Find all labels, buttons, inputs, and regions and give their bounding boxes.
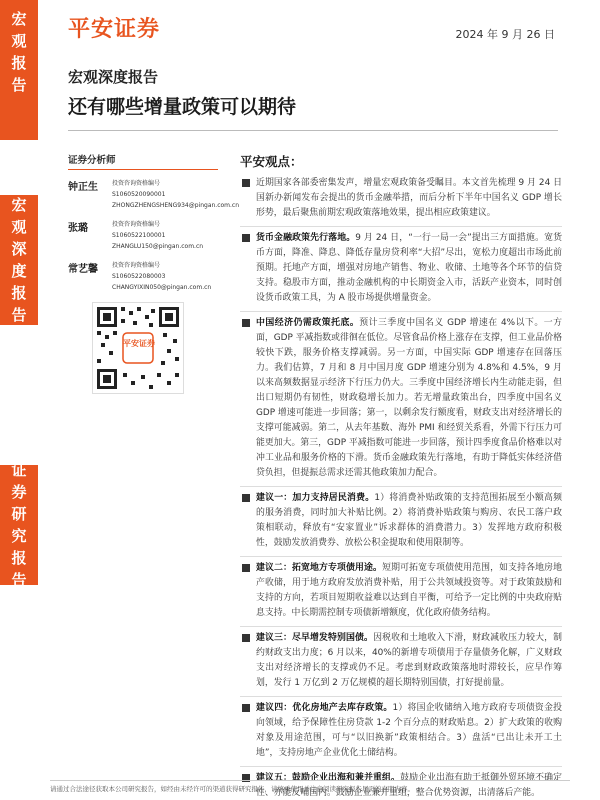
key-point-text: 短期可拓宽专项债使用范围，如支持各地房地产收储，用于地方政府发放消费补贴，用于公共领域投资等。对于政策鼓励和支持的方向，若项目短期收益难以达到自平衡，可给予一定比例的中央政府贴息支持。中长期需控制专项债新增额度，优化政府债务结构。 [256, 563, 563, 618]
key-point-text: 预计三季度中国名义 GDP 增速在 4%以下。一方面，GDP 平减指数或徘徊在低位。尽管食品价格上涨存在支撑，但工业品价格较快下跌，服务价格支撑减弱。另一方面，中国实际 GDP 增速存在回落压力。我们估算，7 月和 8 月中国月度 GDP 增速分别为 4.8%和 4.5%，9 月以来高频数据显示经济下行压力仍大。三季度中国经济增长内生动能走弱，但出口短期仍有韧性，财政稳增长加力。若无增量政策出台，四季度中国名义 GDP 增速可能进一步回落；第一，以剩余发行额度看，财政支出对经济增长的支撑可能减弱。第二，从去年基数、海外 PMI 和经贸关系看，外需下行压力可能更加大。第三，GDP 平减指数可能进一步回落，预计四季度食品价格难以对冲工业品和服务价格的下滑。货币金融政策先行落地，有助于降低实体经济借贷负担，但提振总需求还需其他政策加力配合。 [256, 318, 562, 478]
sidebar [0, 0, 38, 800]
key-point-lead: 建议四：优化房地产去库存政策。 [256, 703, 393, 713]
key-points [240, 152, 562, 800]
sidebar-char: 券 [11, 483, 27, 501]
square-bullet-icon [242, 634, 250, 642]
page-title: 还有哪些增量政策可以期待 [68, 96, 297, 118]
sidebar-char: 告 [11, 306, 27, 324]
sidebar-char: 报 [11, 54, 27, 72]
sidebar-char: 证 [11, 461, 27, 479]
square-bullet-icon [242, 234, 250, 242]
key-point [240, 557, 562, 627]
square-bullet-icon [242, 704, 250, 712]
key-points-heading: 平安观点： [240, 154, 303, 169]
analyst-name: 张璐 [68, 223, 88, 234]
sidebar-char: 报 [11, 284, 27, 302]
square-bullet-icon [242, 564, 250, 572]
key-point-lead: 中国经济仍需政策托底。 [256, 318, 360, 328]
analyst-cert-number: S1060522080003 [112, 273, 166, 280]
analyst-cert-number: S1060522100001 [112, 232, 166, 239]
key-point [240, 172, 562, 227]
key-point-text: 9 月 24 日，“一行一局一会”提出三方面措施。宽货币方面，降准、降息、降低存量房贷利率“大招”尽出，宽松力度超出市场此前预期。托地产方面，增强对房地产销售、物业、收储、土地等各个环节的信贷支持。稳股市方面，推动金融机构的中长期资金入市，活跃产业资本，同时创设货币政策工具，为 A 股市场提供增量资金。 [256, 233, 562, 303]
analyst-cert-label: 投资咨询资格编号 [112, 262, 161, 269]
analysts-heading: 证券分析师 [68, 152, 218, 170]
sidebar-char: 告 [11, 76, 27, 94]
analyst-cert-number: S1060520090001 [112, 191, 166, 198]
analyst-email[interactable]: CHANGYIXIN050@pingan.com.cn [112, 284, 212, 291]
analysts-panel [68, 152, 240, 293]
analyst-entry [68, 178, 240, 211]
sidebar-char: 宏 [11, 10, 27, 28]
sidebar-tag-macro-report [0, 0, 38, 140]
square-bullet-icon [242, 494, 250, 502]
sidebar-tag-research-report [0, 461, 38, 589]
sidebar-char: 研 [11, 505, 27, 523]
key-point-text: 1）将国企收储纳入地方政府专项债资金投向领域，给予保障性住房贷款 1-2 个百分点的财政贴息。2）扩大政策的收购对象及用途范围，可与“以旧换新”政策相结合。3）盘活“已出让未开工土地”，支持房地产企业优化土储结构。 [256, 703, 562, 758]
analyst-email[interactable]: ZHONGZHENGSHENG934@pingan.com.cn [112, 202, 240, 209]
analyst-entry [68, 219, 228, 252]
square-bullet-icon [242, 179, 250, 187]
key-point [240, 227, 562, 312]
title-divider [68, 130, 558, 131]
square-bullet-icon [242, 319, 250, 327]
key-point-lead: 建议一：加力支持居民消费。 [256, 493, 375, 503]
report-type: 宏观深度报告 [68, 68, 159, 86]
key-point-lead: 建议二：拓宽地方专项债用途。 [256, 563, 383, 573]
sidebar-char: 究 [11, 527, 27, 545]
qr-center-logo: 平安证券 [123, 339, 155, 348]
key-point [240, 487, 562, 557]
key-point-lead: 建议三：尽早增发特别国债。 [256, 633, 374, 643]
key-point [240, 312, 562, 487]
sidebar-char: 宏 [11, 196, 27, 214]
key-point [240, 697, 562, 767]
report-date: 2024 年 9 月 26 日 [455, 28, 555, 41]
analyst-name: 钟正生 [68, 182, 98, 193]
key-point-text: 1）将消费补贴政策的支持范围拓展至小额高频的服务消费，同时加大补贴比例。2）将消费补贴政策与购房、农民工落户政策相联动，释放有“安家置业”诉求群体的消费潜力。3）发挥地方政府积极性，鼓励发放消费券、放松公积金提取和使用限制等。 [256, 493, 562, 548]
sidebar-char: 度 [11, 262, 27, 280]
qr-code[interactable] [92, 302, 184, 394]
sidebar-char: 观 [11, 218, 27, 236]
sidebar-char: 深 [11, 240, 27, 258]
key-point-text: 鼓励企业出海有助于抵御外贸环境不确定性、亦能反哺国内。鼓励企业兼并重组，整合优势资源，出清落后产能。 [256, 773, 563, 798]
sidebar-char: 告 [11, 571, 27, 589]
sidebar-char: 观 [11, 32, 27, 50]
analyst-cert-label: 投资咨询资格编号 [112, 221, 161, 228]
analyst-entry [68, 260, 228, 293]
sidebar-tag-macro-deep-report [0, 195, 38, 325]
key-point-lead: 货币金融政策先行落地。 [256, 233, 356, 243]
key-point [240, 627, 562, 697]
key-point-lead: 建议五：鼓励企业出海和兼并重组。 [256, 773, 401, 783]
analyst-name: 常艺馨 [68, 264, 98, 275]
key-point-text: 因税收和土地收入下滑，财政减收压力较大，制约财政支出力度；6 月以来，40%的新增专项债用于存量债务化解，广义财政支出对经济增长的支撑或仍不足。考虑到财政政策落地时滞较长，应早作筹划，发行 1 万亿到 2 万亿规模的超长期特别国债，打好提前量。 [256, 633, 563, 688]
analyst-cert-label: 投资咨询资格编号 [112, 180, 161, 187]
analyst-email[interactable]: ZHANGLU150@pingan.com.cn [112, 243, 204, 250]
company-logo: 平安证券 [68, 17, 161, 42]
key-point-text: 近期国家各部委密集发声，增量宏观政策备受瞩目。本文首先梳理 9 月 24 日国新办新闻发布会提出的货币金融举措，而后分析下半年中国名义 GDP 增长形势，最后聚焦前期宏观政策落地效果，提出相应政策建议。 [256, 178, 562, 218]
sidebar-char: 报 [11, 549, 27, 567]
disclaimer-footer: 请通过合法途径获取本公司研究报告，如经由未经许可的渠道获得研究报告，请慎重使用并注意阅读研究报告尾页的声明内容。 [50, 780, 570, 793]
